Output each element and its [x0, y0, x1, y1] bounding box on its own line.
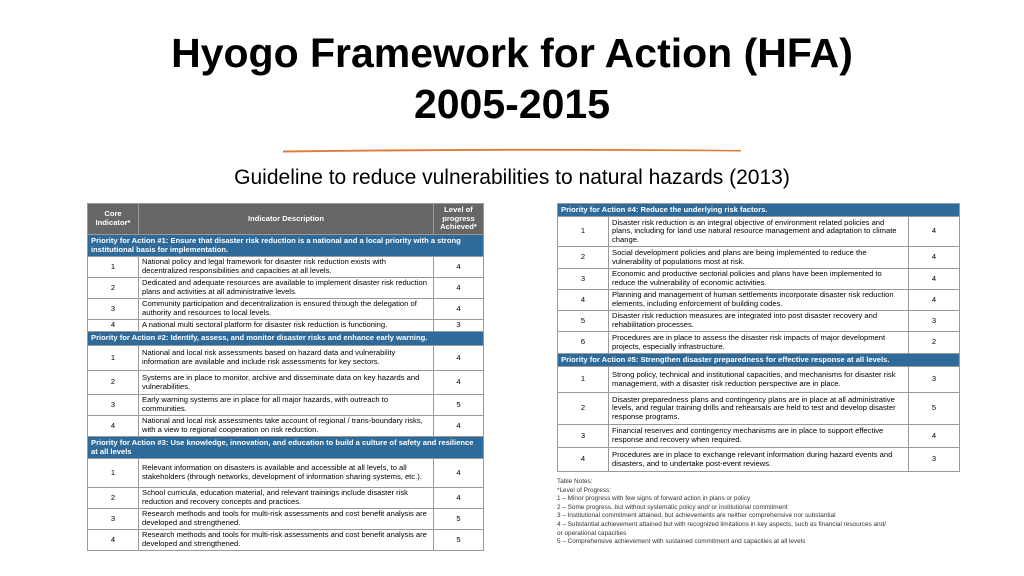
row-core-indicator: 3 [88, 299, 139, 320]
notes-line: 1 – Minor progress with few signs of forward action in plans or policy [557, 495, 751, 503]
table-row [558, 311, 960, 332]
row-level: 5 [909, 393, 960, 425]
table-row [558, 332, 960, 354]
slide-title-line-2: 2005-2015 [413, 81, 611, 127]
row-level: 4 [434, 488, 484, 509]
row-core-indicator: 4 [88, 416, 139, 437]
table-row [88, 299, 484, 320]
row-core-indicator: 3 [88, 509, 139, 530]
row-level: 3 [909, 367, 960, 393]
table-row [88, 509, 484, 530]
table-row [88, 459, 484, 488]
row-description: Procedures are in place to assess the disaster risk impacts of major development projects, especially infrastructure. [609, 332, 909, 354]
row-level: 4 [434, 257, 484, 278]
row-level: 4 [909, 290, 960, 311]
row-level: 5 [434, 530, 484, 551]
table-notes [557, 478, 977, 547]
slide-title [0, 28, 1024, 130]
row-description: Early warning systems are in place for all major hazards, with outreach to communities. [139, 395, 434, 416]
row-level: 2 [909, 332, 960, 354]
row-description: Strong policy, technical and institutional capacities, and mechanisms for disaster risk management, with a disaster risk reduction perspective are in place. [609, 367, 909, 393]
row-core-indicator: 6 [558, 332, 609, 354]
table-row [558, 247, 960, 269]
row-core-indicator: 3 [558, 425, 609, 448]
table-row [558, 367, 960, 393]
row-core-indicator: 2 [558, 393, 609, 425]
row-level: 4 [434, 346, 484, 371]
row-description: Financial reserves and contingency mechanisms are in place to support effective response and recovery when required. [609, 425, 909, 448]
slide-title-line-1: Hyogo Framework for Action (HFA) [171, 30, 853, 76]
table-row [88, 488, 484, 509]
row-core-indicator: 1 [88, 346, 139, 371]
row-core-indicator: 4 [88, 530, 139, 551]
row-core-indicator: 1 [558, 367, 609, 393]
row-core-indicator: 4 [558, 290, 609, 311]
row-description: Procedures are in place to exchange relevant information during hazard events and disasters, and to undertake post-event reviews. [609, 448, 909, 472]
row-core-indicator: 2 [88, 371, 139, 395]
header-level-of-progress: Level of progress Achieved* [434, 204, 484, 235]
row-description: Community participation and decentralization is ensured through the delegation of authority and resources to local levels. [139, 299, 434, 320]
header-indicator-description: Indicator Description [139, 204, 434, 235]
table-row [558, 290, 960, 311]
notes-line: 5 – Comprehensive achievement with sustained commitment and capacities at all levels [557, 538, 806, 546]
table-row [88, 371, 484, 395]
table-row [88, 395, 484, 416]
row-description: School curricula, education material, and relevant trainings include disaster risk reduction and recovery concepts and practices. [139, 488, 434, 509]
row-level: 4 [909, 269, 960, 290]
row-description: Disaster risk reduction is an integral objective of environment related policies and plans, including for land use natural resource management and adaptation to climate change. [609, 217, 909, 247]
notes-line: or operational capacities [557, 529, 627, 537]
row-level: 4 [434, 459, 484, 488]
notes-line: 3 – Institutional commitment attained, but achievements are neither comprehensive nor substantial [557, 512, 836, 520]
row-description: National and local risk assessments take account of regional / trans-boundary risks, with a view to regional cooperation on risk reduction. [139, 416, 434, 437]
row-description: National policy and legal framework for disaster risk reduction exists with decentralized responsibilities and capacities at all levels. [139, 257, 434, 278]
row-level: 4 [909, 217, 960, 247]
row-description: Dedicated and adequate resources are available to implement disaster risk reduction plans and activities at all administrative levels. [139, 278, 434, 299]
table-row [88, 257, 484, 278]
header-core-indicator: Core Indicator* [88, 204, 139, 235]
table-row [88, 416, 484, 437]
priority-row-5: Priority for Action #5: Strengthen disaster preparedness for effective response at all levels. [558, 354, 960, 367]
row-core-indicator: 2 [558, 247, 609, 269]
table-row [88, 320, 484, 332]
row-level: 3 [434, 320, 484, 332]
table-row [558, 269, 960, 290]
row-core-indicator: 2 [88, 488, 139, 509]
row-description: Systems are in place to monitor, archive and disseminate data on key hazards and vulnerabilities. [139, 371, 434, 395]
row-level: 4 [434, 416, 484, 437]
priority-row-4: Priority for Action #4: Reduce the underlying risk factors. [558, 204, 960, 217]
table-row [88, 346, 484, 371]
slide-subtitle: Guideline to reduce vulnerabilities to natural hazards (2013) [234, 166, 790, 189]
row-core-indicator: 1 [88, 459, 139, 488]
priority-row-3: Priority for Action #3: Use knowledge, innovation, and education to build a culture of safety and resilience at all levels [88, 437, 484, 459]
row-description: National and local risk assessments based on hazard data and vulnerability information are available and include risk assessments for key sectors. [139, 346, 434, 371]
priority-row-2: Priority for Action #2: Identify, assess, and monitor disaster risks and enhance early warning. [88, 332, 484, 346]
row-description: Disaster preparedness plans and contingency plans are in place at all administrative levels, and regular training drills and rehearsals are held to test and develop disaster response programs. [609, 393, 909, 425]
row-level: 4 [434, 299, 484, 320]
row-core-indicator: 1 [558, 217, 609, 247]
row-core-indicator: 3 [88, 395, 139, 416]
table-row [558, 217, 960, 247]
row-description: Economic and productive sectorial policies and plans have been implemented to reduce the vulnerability of economic activities. [609, 269, 909, 290]
row-core-indicator: 4 [558, 448, 609, 472]
row-level: 4 [434, 371, 484, 395]
row-description: Disaster risk reduction measures are integrated into post disaster recovery and rehabilitation processes. [609, 311, 909, 332]
hfa-table-left [87, 203, 484, 551]
row-core-indicator: 5 [558, 311, 609, 332]
hfa-table-right [557, 203, 960, 472]
row-core-indicator: 2 [88, 278, 139, 299]
notes-line: 4 – Substantial achievement attained but with recognized limitations in key aspects, such as financial resources and/ [557, 520, 886, 528]
row-level: 5 [434, 509, 484, 530]
row-core-indicator: 4 [88, 320, 139, 332]
priority-row-1: Priority for Action #1: Ensure that disaster risk reduction is a national and a local priority with a strong institutional basis for implementation. [88, 235, 484, 257]
table-row [88, 530, 484, 551]
notes-heading: Table Notes: [557, 478, 593, 485]
table-row [88, 278, 484, 299]
row-description: Research methods and tools for multi-risk assessments and cost benefit analysis are developed and strengthened. [139, 509, 434, 530]
row-description: Planning and management of human settlements incorporate disaster risk reduction elements, including enforcement of building codes. [609, 290, 909, 311]
table-row [558, 425, 960, 448]
row-core-indicator: 3 [558, 269, 609, 290]
row-level: 4 [434, 278, 484, 299]
row-description: Social development policies and plans are being implemented to reduce the vulnerability of populations most at risk. [609, 247, 909, 269]
notes-line: 2 – Some progress, but without systematic policy and/ or institutional commitment [557, 503, 788, 511]
row-description: A national multi sectoral platform for disaster risk reduction is functioning. [139, 320, 434, 332]
row-level: 3 [909, 448, 960, 472]
row-level: 4 [909, 425, 960, 448]
row-description: Research methods and tools for multi-risk assessments and cost benefit analysis are developed and strengthened. [139, 530, 434, 551]
row-description: Relevant information on disasters is available and accessible at all levels, to all stakeholders (through networks, development of information sharing systems, etc.). [139, 459, 434, 488]
row-level: 3 [909, 311, 960, 332]
row-core-indicator: 1 [88, 257, 139, 278]
row-level: 5 [434, 395, 484, 416]
row-level: 4 [909, 247, 960, 269]
table-row [558, 448, 960, 472]
title-underline-swash [283, 147, 741, 153]
table-row [558, 393, 960, 425]
notes-line: *Level of Progress: [557, 486, 611, 494]
